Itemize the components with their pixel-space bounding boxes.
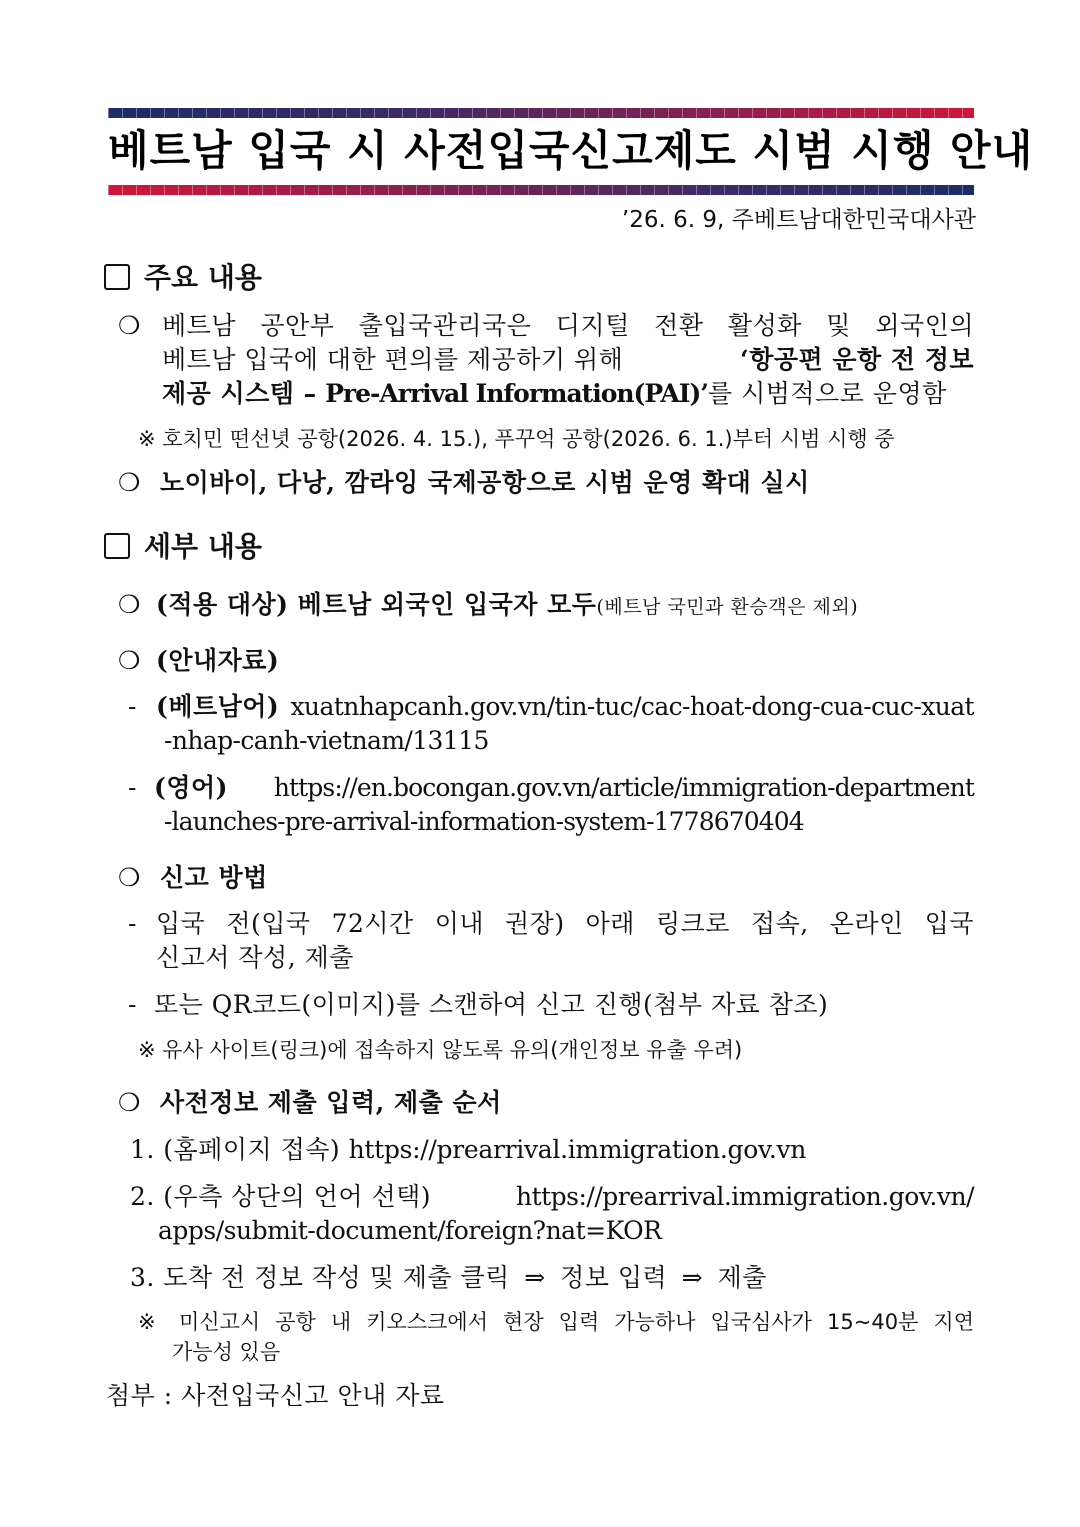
- guide-english-label: (영어): [154, 773, 228, 802]
- step-1-link[interactable]: https://prearrival.immigration.gov.vn: [348, 1135, 807, 1164]
- checkbox-square-icon: [104, 264, 130, 290]
- note-kiosk-line-2: 가능성 있음: [172, 1340, 281, 1364]
- circle-bullet-icon: ❍: [118, 468, 141, 497]
- step-3-text: 제출: [717, 1263, 767, 1292]
- guide-label: (안내자료): [156, 646, 280, 675]
- dash-bullet: -: [128, 990, 137, 1019]
- step-3-line: [130, 1261, 767, 1295]
- main-paragraph-line-2: [162, 343, 974, 377]
- title-bottom-bar: [108, 185, 974, 195]
- page-title: 베트남 입국 시 사전입국신고제도 시범 시행 안내: [108, 126, 1034, 175]
- method-label: 신고 방법: [160, 863, 268, 892]
- paragraph-emphasis: ‘항공편 운항 전 정보: [739, 345, 974, 374]
- guide-vietnamese-link-cont[interactable]: -nhap-canh-vietnam/13115: [164, 726, 489, 755]
- circle-bullet-icon: ❍: [118, 311, 141, 340]
- guide-vietnamese-label: (베트남어): [156, 692, 280, 721]
- step-1-line: [130, 1133, 806, 1167]
- method-online-line-2: 신고서 작성, 제출: [156, 943, 354, 972]
- right-double-arrow-icon: ⇒: [681, 1263, 704, 1292]
- section-heading-detail: [104, 529, 262, 565]
- step-2-line-1: [130, 1180, 974, 1214]
- order-label: 사전정보 제출 입력, 제출 순서: [160, 1088, 502, 1117]
- main-paragraph-line-1: 베트남 공안부 출입국관리국은 디지털 전환 활성화 및 외국인의: [162, 311, 974, 340]
- paragraph-emphasis-system-name: Pre-Arrival Information(PAI)’: [325, 379, 708, 408]
- section-heading-text: 주요 내용: [144, 261, 262, 294]
- step-2-label: 2. (우측 상단의 언어 선택): [130, 1182, 431, 1211]
- paragraph-emphasis: 제공 시스템 –: [162, 379, 317, 408]
- step-2-link-cont[interactable]: apps/submit-document/foreign?nat=KOR: [158, 1216, 662, 1245]
- target-note: (베트남 국민과 환승객은 제외): [596, 596, 859, 618]
- circle-bullet-icon: ❍: [118, 590, 141, 619]
- method-online-line-1: 입국 전(입국 72시간 이내 권장) 아래 링크로 접속, 온라인 입국: [156, 909, 974, 938]
- note-kiosk-line-1: ※ 미신고시 공항 내 키오스크에서 현장 입력 가능하나 입국심사가 15~40분 지연: [138, 1310, 974, 1334]
- guide-english-link-cont[interactable]: -launches-pre-arrival-information-system-1778670404: [164, 807, 804, 836]
- paragraph-text: 베트남 입국에 대한 편의를 제공하기 위해: [162, 345, 624, 374]
- title-top-bar: [108, 108, 974, 118]
- expansion-text: 노이바이, 다낭, 깜라잉 국제공항으로 시범 운영 확대 실시: [160, 468, 810, 497]
- target-label: (적용 대상) 베트남 외국인 입국자 모두: [156, 590, 597, 619]
- guide-vietnamese-link[interactable]: xuatnhapcanh.gov.vn/tin-tuc/cac-hoat-dong-cua-cuc-xuat: [290, 692, 974, 721]
- step-3-text: 3. 도착 전 정보 작성 및 제출 클릭: [130, 1263, 510, 1292]
- circle-bullet-icon: ❍: [118, 863, 141, 892]
- method-qr-line: 또는 QR코드(이미지)를 스캔하여 신고 진행(첨부 자료 참조): [154, 990, 829, 1019]
- attachment-line: 첨부 : 사전입국신고 안내 자료: [106, 1381, 445, 1410]
- guide-vietnamese-line-1: [156, 690, 974, 724]
- guide-english-line-1: [154, 771, 974, 805]
- step-1-label: 1. (홈페이지 접속): [130, 1135, 341, 1164]
- guide-english-link[interactable]: https://en.bocongan.gov.vn/article/immigration-department: [273, 773, 974, 802]
- right-double-arrow-icon: ⇒: [524, 1263, 546, 1292]
- section-heading-text: 세부 내용: [144, 530, 262, 563]
- circle-bullet-icon: ❍: [118, 646, 141, 675]
- note-pilot-airports: ※ 호치민 떤선녓 공항(2026. 4. 15.), 푸꾸억 공항(2026. 6. 1.)부터 시범 시행 중: [138, 427, 895, 451]
- dash-bullet: -: [128, 773, 137, 802]
- circle-bullet-icon: ❍: [118, 1088, 141, 1117]
- target-line: [156, 588, 858, 624]
- checkbox-square-icon: [104, 533, 130, 559]
- issue-date-line: ’26. 6. 9, 주베트남대한민국대사관: [621, 207, 976, 233]
- section-heading-main: [104, 260, 262, 296]
- paragraph-text: 를 시범적으로 운영함: [708, 379, 947, 408]
- dash-bullet: -: [128, 692, 137, 721]
- step-2-link[interactable]: https://prearrival.immigration.gov.vn/: [515, 1182, 974, 1211]
- main-paragraph-line-3: [162, 377, 947, 411]
- step-3-text: 정보 입력: [560, 1263, 668, 1292]
- dash-bullet: -: [128, 909, 137, 938]
- note-fake-sites: ※ 유사 사이트(링크)에 접속하지 않도록 유의(개인정보 유출 우려): [138, 1038, 743, 1062]
